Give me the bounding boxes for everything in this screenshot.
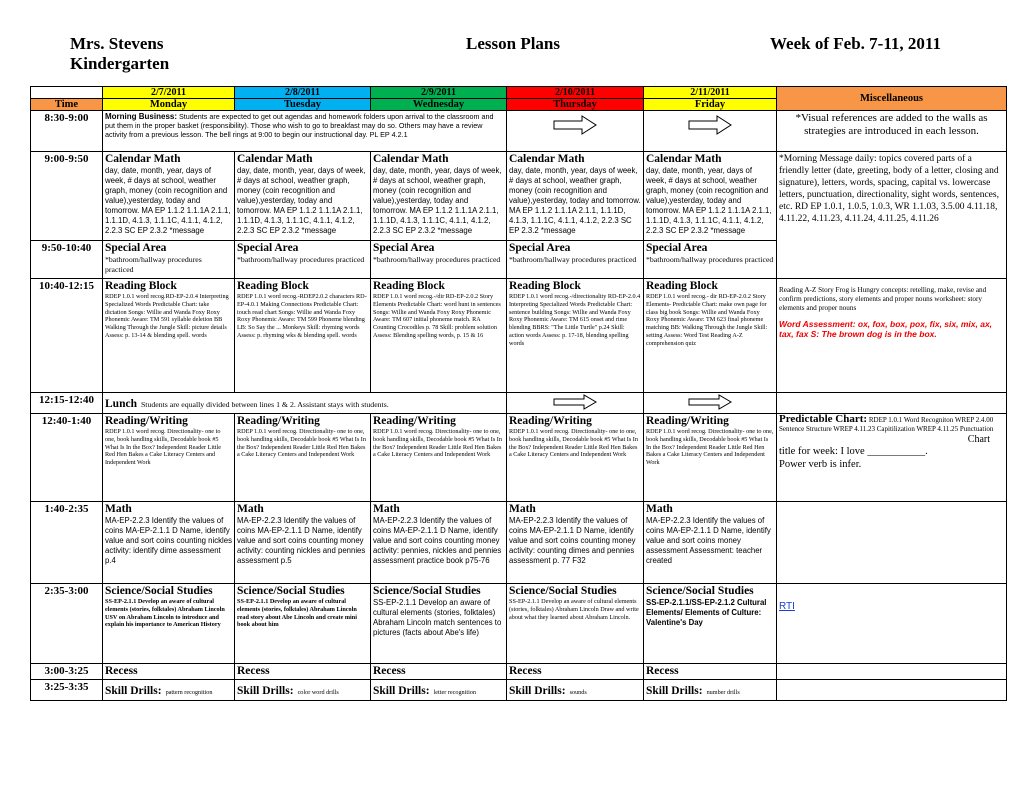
grade-level: Kindergarten	[70, 54, 170, 73]
date-friday: 2/11/2011	[644, 87, 777, 99]
cell-title: Skill Drills:	[646, 685, 703, 697]
calendar-math-tuesday	[235, 152, 371, 241]
lunch-cell	[103, 393, 507, 414]
reading-block-wednesday	[371, 279, 507, 393]
misc-chart-title: Predictable Chart:	[779, 413, 868, 425]
cell-title: Math	[237, 503, 264, 515]
cell-text: number drills	[706, 689, 740, 696]
date-wednesday: 2/9/2011	[371, 87, 507, 99]
cell-text: sounds	[569, 689, 587, 696]
special-area-thursday	[507, 241, 644, 279]
time-cell: 2:35-3:00	[31, 584, 103, 664]
arrow-cell	[644, 111, 777, 152]
reading-block-tuesday	[235, 279, 371, 393]
cell-title: Science/Social Studies	[509, 585, 617, 597]
cell-title: Math	[646, 503, 673, 515]
calendar-math-wednesday	[371, 152, 507, 241]
misc-chart-word: Chart	[967, 434, 990, 445]
misc-reading	[777, 279, 1007, 393]
cell-title: Skill Drills:	[237, 685, 294, 697]
cell-text: RDEP 1.0.1 word recog. Directionality- one to one, book handling skills, Decodable book #5 What Is In the Box? Independent Reader Little Red Hen Bakes a Cake Literacy Centers and Independent Work	[646, 428, 774, 467]
arrow-cell	[507, 111, 644, 152]
cell-title: Calendar Math	[237, 153, 313, 165]
cell-title: Reading Block	[105, 280, 177, 292]
cell-title: Reading Block	[237, 280, 309, 292]
misc-empty	[777, 502, 1007, 584]
reading-writing-monday	[103, 414, 235, 502]
cell-text: RDEP 1.0.1 word recog. Directionality- one to one, book handling skills, Decodable book #5 What Is In the Box? Independent Reader Little Red Hen Bakes a Cake Literacy Centers and Independent Work	[373, 428, 502, 459]
cell-title: Math	[373, 503, 400, 515]
recess-wednesday: Recess	[371, 664, 507, 680]
cell-text: MA-EP-2.2.3 Identify the values of coins MA-EP-2.1.1 D Name, identify value and sort coins counting money activity: counting nickles and pennies assessment p.5	[237, 516, 366, 565]
time-header: Time	[31, 99, 103, 111]
math-thursday	[507, 502, 644, 584]
date-row	[31, 87, 1007, 99]
time-cell: 12:15-12:40	[31, 393, 103, 414]
cell-title: Skill Drills:	[373, 685, 430, 697]
calendar-math-monday	[103, 152, 235, 241]
cell-text: pattern recognition	[165, 689, 213, 696]
date-thursday: 2/10/2011	[507, 87, 644, 99]
week-label: Week of Feb. 7-11, 2011	[770, 34, 941, 53]
day-tuesday: Tuesday	[235, 99, 371, 111]
day-friday: Friday	[644, 99, 777, 111]
row-skill-drills	[31, 680, 1007, 701]
misc-visual-references: *Visual references are added to the walls as strategies are introduced in each lesson.	[777, 111, 1007, 152]
cell-title: Calendar Math	[509, 153, 585, 165]
time-cell: 9:50-10:40	[31, 241, 103, 279]
cell-title: Special Area	[105, 242, 167, 254]
cell-title: Science/Social Studies	[646, 585, 754, 597]
science-thursday	[507, 584, 644, 664]
page-title: Lesson Plans	[466, 34, 560, 53]
reading-writing-tuesday	[235, 414, 371, 502]
cell-text: MA-EP-2.2.3 Identify the values of coins MA-EP-2.1.1 D Name, identify value and sort coins counting money activity: counting dimes and pennies assessment p. 77 F32	[509, 516, 636, 565]
recess-thursday: Recess	[507, 664, 644, 680]
cell-text: SS-EP-2.1.1/SS-EP-2.1.2 Cultural Elements/ Elements of Culture: Valentine's Day	[646, 598, 767, 627]
cell-text: RDEP 1.0.1 word recog. Directionality- one to one, book handling skills, Decodable book #5 What Is In the Box? Independent Reader Little Red Hen Bakes a Cake Literacy Centers and Independent Work	[237, 428, 366, 459]
cell-title: Calendar Math	[105, 153, 181, 165]
cell-title: Reading/Writing	[373, 415, 456, 427]
cell-text: MA-EP-2.2.3 Identify the values of coins MA-EP-2.1.1 D Name, identify value and sort coins counting money activity: pennies, nickles and pennies assessment practice book p75-76	[373, 516, 502, 565]
arrow-right-icon	[687, 114, 733, 136]
cell-text: SS-EP-2.1.1 Develop an aware of cultural elements (stories, folktales) Abraham Lincoln Draw and write about what they learned about Abraham Lincoln.	[509, 598, 639, 621]
calendar-math-thursday	[507, 152, 644, 241]
science-friday	[644, 584, 777, 664]
cell-text: RDEP 1.0.1 word recog. Directionality- one to one, book handling skills, Decodable book #5 What Is In the Box? Independent Reader Little Red Hen Bakes a Cake Literacy Centers and Independent Work	[509, 428, 638, 459]
row-lunch	[31, 393, 1007, 414]
cell-text: SS-EP-2.1.1 Develop an aware of cultural elements (stories, folktales) Abraham Lincoln match sentences to pictures (facts about Abe's life)	[373, 598, 502, 637]
cell-title: Reading Block	[373, 280, 445, 292]
cell-text: RDEP 1.0.1 word recog.- dir RD-EP-2.0.2 Story Elements- Predictable Chart: make own page for class big book Songs: Willie and Wanda Foxy Roxy Phonemic Aware: TM 623 final phoneme matching BB: Walking Through the Jungle Skill: setting Assess: Word Test Reading A-Z comprehension quiz	[646, 293, 768, 347]
cell-text: RDEP 1.0.1 word recog. Directionality- one to one, book handling skills, Decodable book #5 What Is In the Box? Independent Reader Little Red Hen Bakes a Cake Literacy Centers and Independent Work	[105, 428, 221, 467]
reading-block-friday	[644, 279, 777, 393]
day-monday: Monday	[103, 99, 235, 111]
teacher-name: Mrs. Stevens	[70, 34, 164, 53]
cell-title: Special Area	[646, 242, 708, 254]
misc-rti-cell	[777, 584, 1007, 664]
cell-title: Special Area	[373, 242, 435, 254]
morning-business-cell	[103, 111, 507, 152]
special-area-monday	[103, 241, 235, 279]
cell-text: RDEP 1.0.1 word recog.-/directionality RD-EP-2.0.4 Interpreting Specialized Words Predictable Chart: sentence building Songs: Willie and Wanda Foxy Roxy Phonemic Aware: TM 615 onset and rime blending BBRS: "The Little Turtle" p.24 Skill: action words Assess: p. 17-18, blending spelling words	[509, 293, 641, 347]
arrow-right-icon	[552, 394, 598, 410]
cell-title: Reading/Writing	[237, 415, 320, 427]
cell-text: day, date, month, year, days of week, # days at school, weather graph, money (coin recognition and value),yesterday, today and tomorrow. MA EP 1.1.2 1.1.1A 2.1.1, 1.1.1D, 4.1.3, 1.1.1C, 4.1.1, 4.1.2, 2.2.3 SC EP 2.3.2 *message	[509, 166, 641, 235]
reading-block-thursday	[507, 279, 644, 393]
misc-morning-message: *Morning Message daily: topics covered parts of a friendly letter (date, greeting, body of a letter, closing and signature), letters, words, spacing, capital vs. lowercase letters, punctuation, directionality, sight words, sentences, etc. RD EP 1.0.1, 1.0.5, 1.0.3, WR 1.1.03, 3.5.00 4.11.18, 4.11.22, 4.11.23, 4.11.24, 4.11.25, 4.11.26	[777, 152, 1007, 279]
science-wednesday	[371, 584, 507, 664]
cell-text: MA-EP-2.2.3 Identify the values of coins MA-EP-2.1.1 D Name, identify value and sort coins counting nickles activity: identify dime assessment p.4	[105, 516, 232, 565]
row-calendar-math	[31, 152, 1007, 241]
time-cell: 10:40-12:15	[31, 279, 103, 393]
row-science-social	[31, 584, 1007, 664]
cell-text: *bathroom/hallway procedures practiced	[237, 255, 365, 264]
cell-text: SS-EP-2.1.1 Develop an aware of cultural elements (stories, folktales) Abraham Lincoln USV on Abraham Lincoln to introduce and explain his importance to American History	[105, 598, 225, 629]
cell-text: *bathroom/hallway procedures practiced	[646, 255, 774, 264]
misc-empty	[777, 664, 1007, 680]
special-area-tuesday	[235, 241, 371, 279]
cell-title: Math	[509, 503, 536, 515]
cell-title: Reading/Writing	[105, 415, 188, 427]
cell-title: Reading Block	[509, 280, 581, 292]
recess-friday: Recess	[644, 664, 777, 680]
math-friday	[644, 502, 777, 584]
cell-title: Calendar Math	[373, 153, 449, 165]
time-cell: 3:25-3:35	[31, 680, 103, 701]
lesson-plan-table	[30, 86, 1007, 701]
math-monday	[103, 502, 235, 584]
cell-title: Math	[105, 503, 132, 515]
skill-drills-monday	[103, 680, 235, 701]
cell-title: Skill Drills:	[105, 685, 162, 697]
skill-drills-thursday	[507, 680, 644, 701]
science-monday	[103, 584, 235, 664]
misc-chart-standards: RDEP 1.0.1 Word Recogniton WREP 2.4.00 Sentence Structure WREP 4.11.23 Capitilization WREP 4.11.25 Punctuation	[779, 416, 994, 433]
misc-empty	[777, 393, 1007, 414]
cell-title: Reading/Writing	[509, 415, 592, 427]
date-monday: 2/7/2011	[103, 87, 235, 99]
cell-title: Science/Social Studies	[373, 585, 481, 597]
cell-text: day, date, month, year, days of week, # days at school, weather graph, money (coin recognition and value),yesterday, today and tomorrow. MA EP 1.1.2 1.1.1A 2.1.1, 1.1.1D, 4.1.3, 1.1.1C, 4.1.1, 4.1.2, 2.2.3 SC EP 2.3.2 *message	[373, 166, 502, 235]
day-wednesday: Wednesday	[371, 99, 507, 111]
cell-text: color word drills	[297, 689, 339, 696]
time-cell: 12:40-1:40	[31, 414, 103, 502]
cell-text: *bathroom/hallway procedures practiced	[373, 255, 501, 264]
cell-text: *bathroom/hallway procedures practiced	[509, 255, 637, 264]
time-cell: 1:40-2:35	[31, 502, 103, 584]
morning-business-text: Students are expected to get out agendas and homework folders upon arrival to the classroom and put them in the proper basket (responsibility). Those who wish to go to breakfast may do so. Others may have a review activity from a previous lesson. The bell rings at 9:00 to begin our instructional day. PL EP 4.2.1	[105, 112, 494, 139]
misc-word-assessment: Word Assessment: ox, fox, box, pox, fix, six, mix, ax, tax, fax S: The brown dog is in the box.	[779, 319, 993, 339]
misc-power-verb: Power verb is infer.	[779, 459, 862, 470]
cell-text: RDEP 1.0.1 word recog.-/dir RD-EP-2.0.2 Story Elements Predictable Chart: word hunt in sentences Songs: Willie and Wanda Foxy Roxy Phonemic Aware: TM 607 initial phoneme match. RA Counting Crocodiles p. 78 Skill: problem solution Assess: Blending spelling words, p. 15 & 16	[373, 293, 501, 339]
misc-reading-story: Reading A-Z Story Frog is Hungry concepts: retelling, make, revise and confirm predictions, story elements and proper nouns worksheet: story elements and proper nouns	[779, 286, 987, 312]
row-morning-business	[31, 111, 1007, 152]
cell-text: RDEP 1.0.1 word recog.-RDEP2.0.2 characters RD-EP-4.0.1 Making Connections Predictable Chart: touch read chart Songs: Willie and Wanda Foxy Roxy Phonemic Aware: TM 599 Phoneme blending LB: So Say the ... Monkeys Skill: rhyming words Assess: p. rhyming wks & blending spell. words	[237, 293, 367, 339]
special-area-wednesday	[371, 241, 507, 279]
morning-business-title: Morning Business:	[105, 112, 178, 121]
cell-title: Science/Social Studies	[105, 585, 213, 597]
cell-text: day, date, month, year, days of week, # days at school, weather graph, money (coin recognition and value),yesterday, today and tomorrow. MA EP 1.1.2 1.1.1A 2.1.1, 1.1.1D, 4.1.3, 1.1.1C, 4.1.1, 4.1.2, 2.2.3 SC EP 2.3.2 *message	[237, 166, 366, 235]
blank-corner	[31, 87, 103, 99]
cell-title: Special Area	[237, 242, 299, 254]
math-tuesday	[235, 502, 371, 584]
reading-writing-friday	[644, 414, 777, 502]
arrow-cell	[507, 393, 644, 414]
row-reading-block	[31, 279, 1007, 393]
time-cell: 3:00-3:25	[31, 664, 103, 680]
date-tuesday: 2/8/2011	[235, 87, 371, 99]
row-reading-writing	[31, 414, 1007, 502]
cell-title: Special Area	[509, 242, 571, 254]
misc-empty	[777, 680, 1007, 701]
row-math	[31, 502, 1007, 584]
lunch-title: Lunch	[105, 398, 137, 410]
cell-text: SS-EP-2.1.1 Develop an aware of cultural elements (stories, folktales) Abraham Lincoln read story about Abe Lincoln and create mini book about him	[237, 598, 357, 629]
cell-text: *bathroom/hallway procedures practiced	[105, 255, 202, 274]
lunch-text: Students are equally divided between lines 1 & 2. Assistant stays with students.	[140, 400, 389, 409]
arrow-right-icon	[687, 394, 733, 410]
cell-title: Calendar Math	[646, 153, 722, 165]
cell-text: letter recognition	[433, 689, 476, 696]
cell-text: RDEP 1.0.1 word recog.RD-EP-2.0.4 Interpreting Specialized Words Predictable Chart: take dictation Songs: Willie and Wanda Foxy Roxy Phonemic Aware: TM 591 syllable deletion BB Walking Through the Jungle Skill: picture details Assess: p. 13-14 & blending spell. words	[105, 293, 229, 339]
recess-monday: Recess	[103, 664, 235, 680]
misc-header: Miscellaneous	[777, 87, 1007, 111]
misc-week-title: title for week: I love ___________.	[779, 446, 928, 457]
rti-link[interactable]: RTI	[779, 601, 795, 612]
arrow-cell	[644, 393, 777, 414]
misc-predictable-chart	[777, 414, 1007, 502]
skill-drills-wednesday	[371, 680, 507, 701]
reading-writing-thursday	[507, 414, 644, 502]
time-cell: 8:30-9:00	[31, 111, 103, 152]
special-area-friday	[644, 241, 777, 279]
cell-text: MA-EP-2.2.3 Identify the values of coins MA-EP-2.1.1 D Name, identify value and sort coins money assessment Assessment: teacher created	[646, 516, 771, 565]
arrow-right-icon	[552, 114, 598, 136]
math-wednesday	[371, 502, 507, 584]
skill-drills-tuesday	[235, 680, 371, 701]
day-thursday: Thursday	[507, 99, 644, 111]
cell-title: Reading/Writing	[646, 415, 729, 427]
row-recess	[31, 664, 1007, 680]
time-cell: 9:00-9:50	[31, 152, 103, 241]
cell-title: Reading Block	[646, 280, 718, 292]
cell-text: day, date, month, year, days of week, # days at school, weather graph, money (coin recognition and value),yesterday, today and tomorrow. MA EP 1.1.2 1.1.1A 2.1.1, 1.1.1D, 4.1.3, 1.1.1C, 4.1.1, 4.1.2, 2.2.3 SC EP 2.3.2 *message	[105, 166, 231, 235]
calendar-math-friday	[644, 152, 777, 241]
reading-writing-wednesday	[371, 414, 507, 502]
skill-drills-friday	[644, 680, 777, 701]
cell-text: day, date, month, year, days of week, # days at school, weather graph, money (coin recognition and value),yesterday, today and tomorrow. MA EP 1.1.2 1.1.1A 2.1.1, 1.1.1D, 4.1.3, 1.1.1C, 4.1.1, 4.1.2, 2.2.3 SC EP 2.3.2 *message	[646, 166, 772, 235]
reading-block-monday	[103, 279, 235, 393]
cell-title: Science/Social Studies	[237, 585, 345, 597]
cell-title: Skill Drills:	[509, 685, 566, 697]
science-tuesday	[235, 584, 371, 664]
recess-tuesday: Recess	[235, 664, 371, 680]
